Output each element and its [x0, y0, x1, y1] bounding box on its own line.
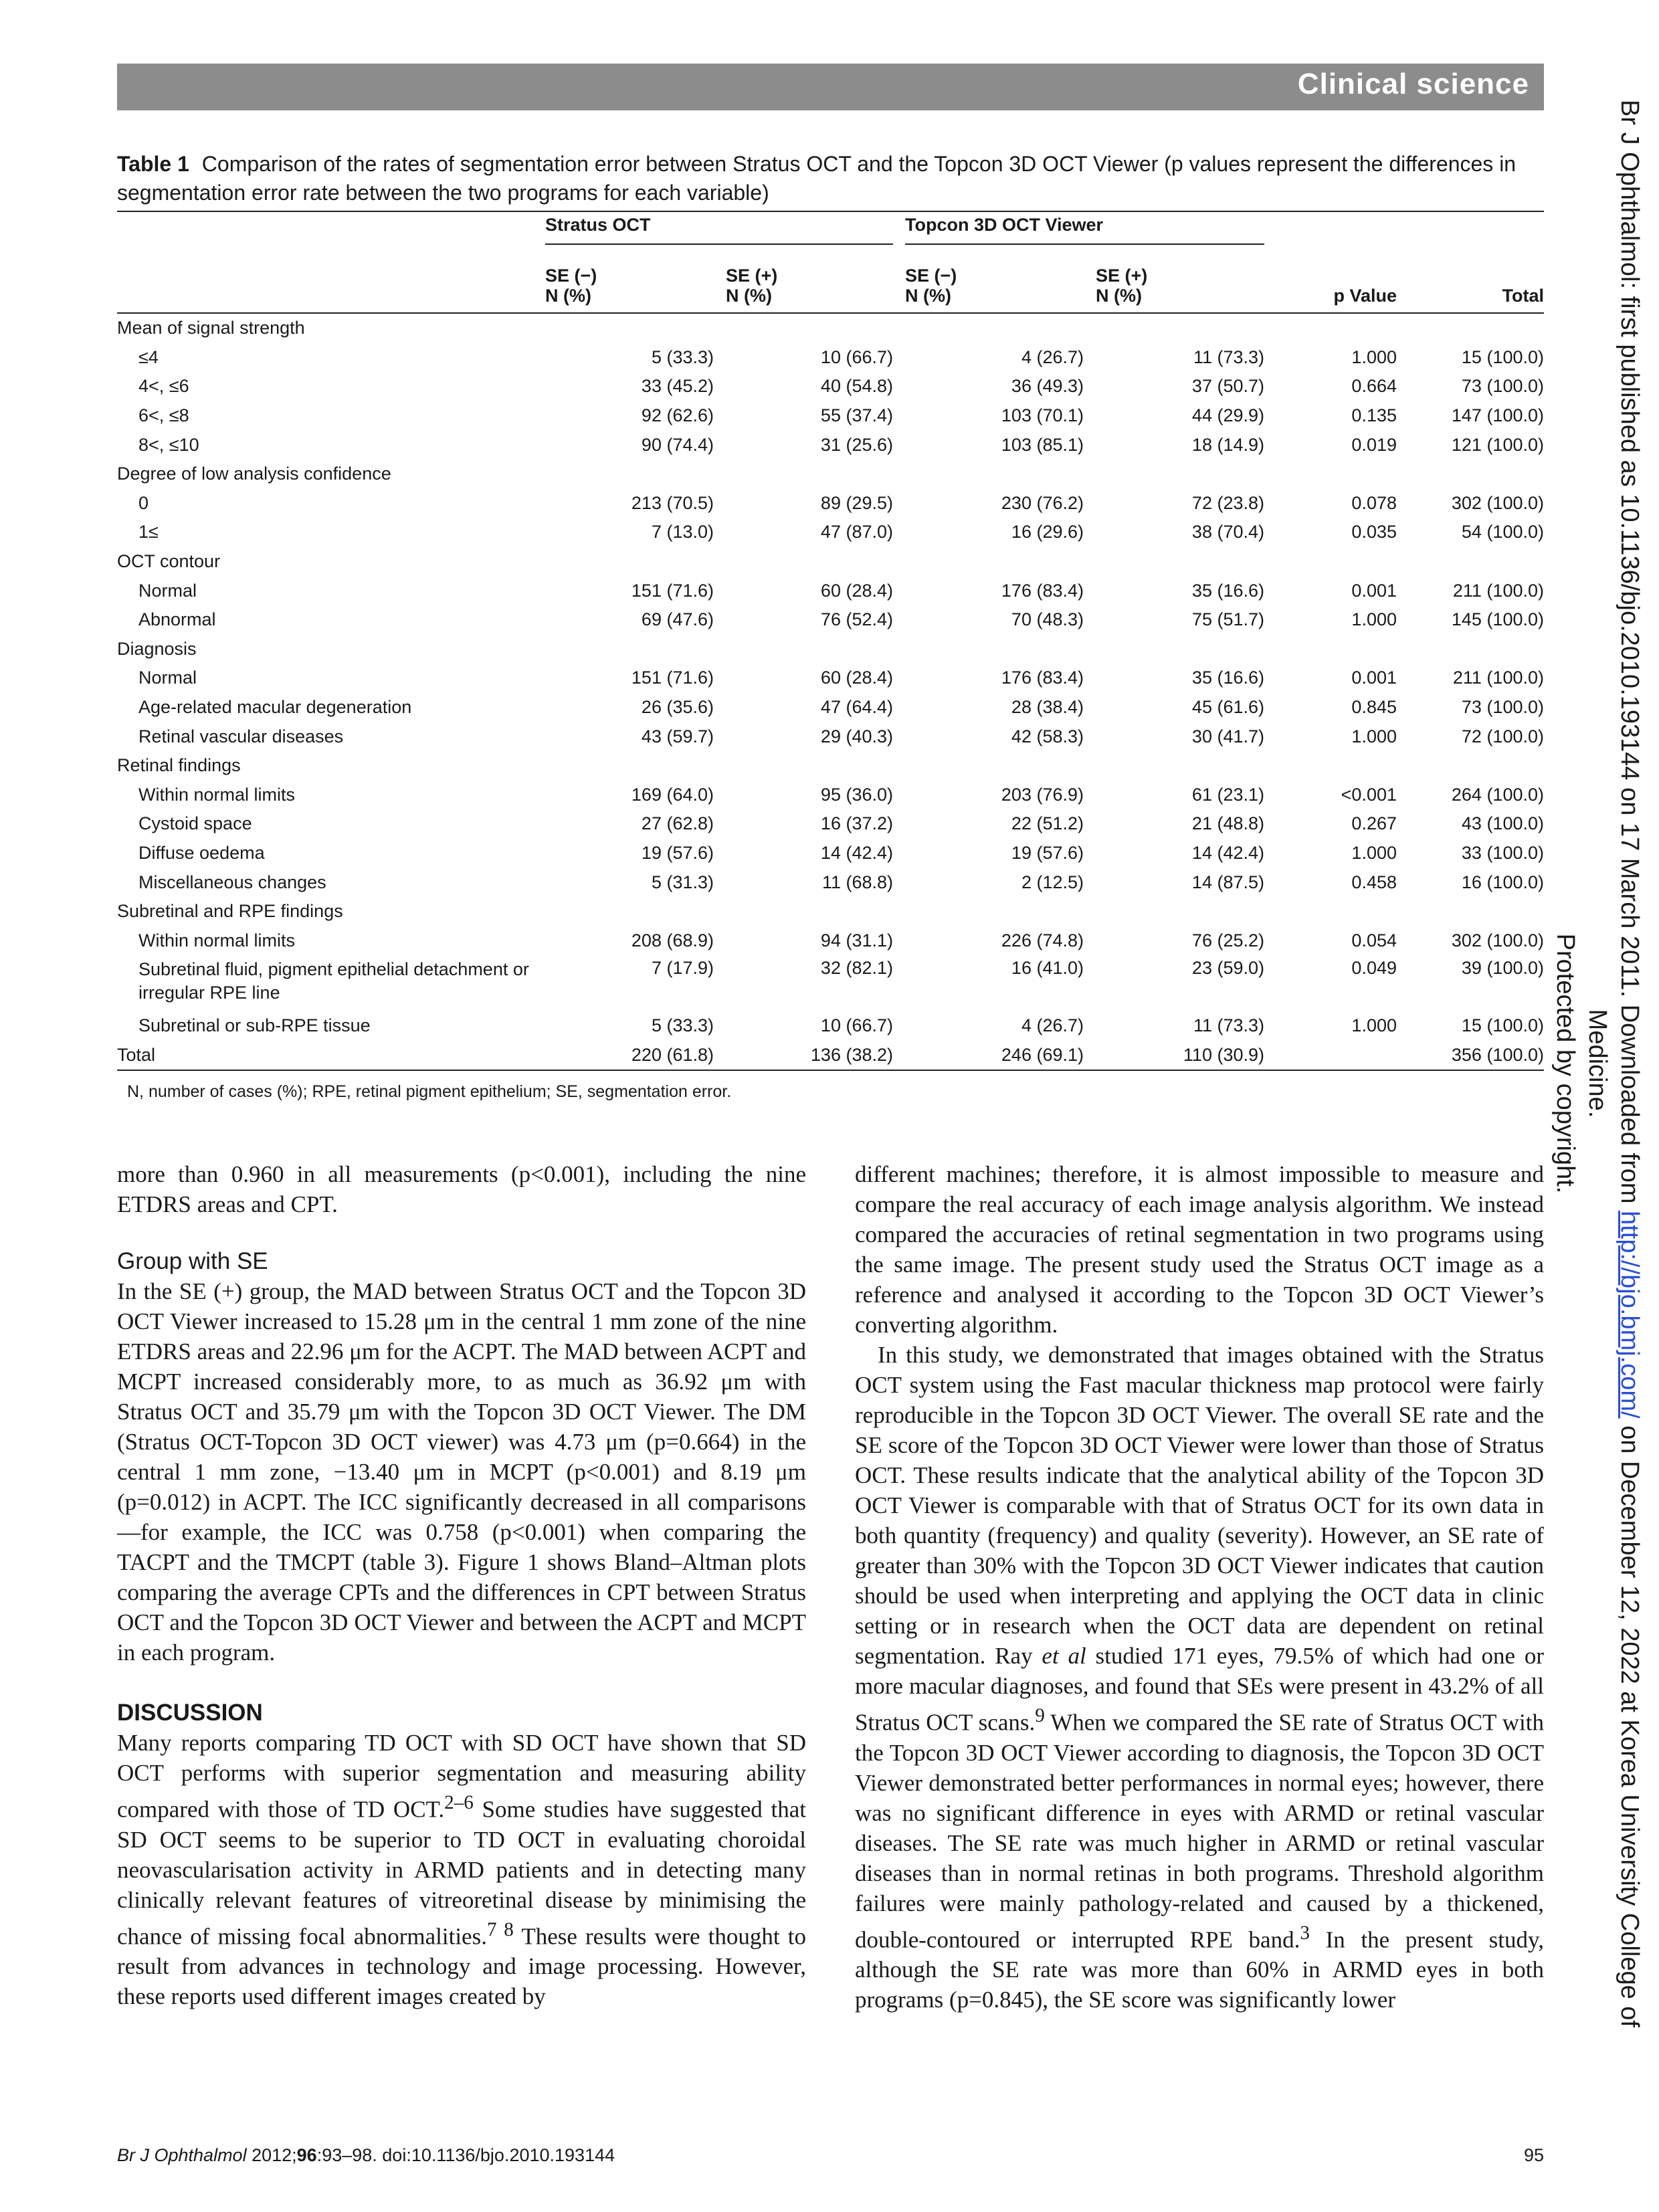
section-heading: DISCUSSION	[117, 1700, 263, 1726]
table-cell: 60 (28.4)	[820, 668, 893, 688]
table-cell: 169 (64.0)	[631, 784, 714, 805]
table-cell: 10 (66.7)	[820, 1015, 893, 1036]
page-number: 95	[1523, 2145, 1544, 2165]
table-body	[117, 313, 1544, 1070]
table-cell: 2 (12.5)	[1021, 872, 1084, 892]
table-cell: 39 (100.0)	[1461, 958, 1544, 979]
table-cell: 76 (52.4)	[820, 609, 893, 630]
table-group-row	[117, 635, 1544, 664]
results-table-wrapper	[117, 211, 1544, 1071]
header-empty	[1276, 211, 1410, 247]
table-cell: 75 (51.7)	[1191, 609, 1264, 630]
table-row	[117, 809, 1544, 839]
table-cell: 220 (61.8)	[545, 1041, 726, 1071]
table-cell	[1276, 1041, 1410, 1071]
table-cell: 176 (83.4)	[1001, 580, 1084, 601]
table-group-row	[117, 313, 1544, 343]
table-cell: 121 (100.0)	[1451, 434, 1544, 455]
table-cell: 54 (100.0)	[1461, 522, 1544, 542]
table-row	[117, 401, 1544, 431]
table-cell: 33 (45.2)	[641, 376, 714, 397]
row-label: Within normal limits	[138, 930, 296, 950]
table-cell: 44 (29.9)	[1191, 405, 1264, 426]
table-footnote: N, number of cases (%); RPE, retinal pigment epithelium; SE, segmentation error.	[127, 1082, 732, 1101]
table-cell: 5 (33.3)	[651, 346, 714, 367]
table-cell: 47 (64.4)	[820, 697, 893, 718]
row-label: Mean of signal strength	[117, 318, 305, 338]
table-row	[117, 781, 1544, 810]
row-label: Retinal vascular diseases	[138, 726, 344, 746]
table-cell: 246 (69.1)	[905, 1041, 1096, 1071]
header-empty	[117, 247, 545, 313]
col-header-topcon-se-minus: SE (−) N (%)	[905, 247, 1096, 313]
table-cell: 60 (28.4)	[820, 580, 893, 601]
table-row	[117, 722, 1544, 751]
table-cell: 32 (82.1)	[820, 958, 893, 979]
table-cell: 26 (35.6)	[641, 697, 714, 718]
row-label: ≤4	[138, 346, 159, 367]
table-cell: 1.000	[1351, 1015, 1397, 1036]
table-cell: 145 (100.0)	[1451, 609, 1544, 630]
row-label: Subretinal fluid, pigment epithelial detachment or irregular RPE line	[138, 959, 529, 1003]
table-cell: 73 (100.0)	[1461, 376, 1544, 397]
row-label: 8<, ≤10	[138, 434, 199, 455]
table-cell: 19 (57.6)	[641, 842, 714, 863]
table-cell: 92 (62.6)	[641, 405, 714, 426]
table-cell: 43 (100.0)	[1461, 813, 1544, 834]
table-cell: 35 (16.6)	[1191, 580, 1264, 601]
table-row	[117, 955, 1544, 1011]
row-label: Abnormal	[138, 609, 216, 630]
section-label: Clinical science	[1297, 68, 1529, 100]
row-label: 1≤	[138, 522, 159, 542]
row-label: 0	[138, 492, 149, 513]
table-row	[117, 576, 1544, 605]
table-cell: 38 (70.4)	[1191, 522, 1264, 542]
results-table	[117, 211, 1544, 1071]
table-cell: 4 (26.7)	[1021, 346, 1084, 367]
table-caption-text: Comparison of the rates of segmentation error between Stratus OCT and the Topcon 3D OCT Viewer (p values represent the differences in segmentation error rate between the two programs for each variable)	[117, 152, 1517, 205]
table-cell: 0.001	[1351, 668, 1397, 688]
col-header-stratus-se-plus: SE (+) N (%)	[726, 247, 905, 313]
table-cell: 0.845	[1351, 697, 1397, 718]
table-cell: 23 (59.0)	[1191, 958, 1264, 979]
table-row	[117, 605, 1544, 635]
row-label: 6<, ≤8	[138, 405, 189, 426]
left-text-column	[117, 1159, 806, 2011]
row-label: Cystoid space	[138, 813, 252, 834]
table-cell: 94 (31.1)	[820, 930, 893, 950]
subsection-heading: Group with SE	[117, 1248, 268, 1274]
table-cell: 19 (57.6)	[1011, 842, 1084, 863]
table-cell: 264 (100.0)	[1451, 784, 1544, 805]
reference: 9	[1035, 1705, 1045, 1726]
table-row	[117, 343, 1544, 373]
table-cell: 0.019	[1351, 434, 1397, 455]
table-cell: 95 (36.0)	[820, 784, 893, 805]
table-cell: 1.000	[1351, 726, 1397, 746]
journal-link[interactable]: http://bjo.bmj.com/	[1616, 1211, 1644, 1419]
table-cell: 147 (100.0)	[1451, 405, 1544, 426]
table-cell: 43 (59.7)	[641, 726, 714, 746]
table-cell: 226 (74.8)	[1001, 930, 1084, 950]
table-cell: 72 (23.8)	[1191, 492, 1264, 513]
table-cell: 0.054	[1351, 930, 1397, 950]
table-cell: 110 (30.9)	[1096, 1041, 1276, 1071]
table-cell: 18 (14.9)	[1191, 434, 1264, 455]
table-cell: 15 (100.0)	[1461, 1015, 1544, 1036]
table-cell: 14 (42.4)	[820, 842, 893, 863]
table-cell: 0.035	[1351, 522, 1397, 542]
table-cell: 1.000	[1351, 346, 1397, 367]
paragraph: Many reports comparing TD OCT with SD OCT have shown that SD OCT performs with superior segmentation and measuring ability compared with those of TD OCT.$^{2-6}$ Some studies have suggested that SD OCT seems to be superior to TD OCT in evaluating choroidal neovascularisation activity in ARMD patients and in detecting many clinically relevant features of vitreoretinal disease by minimising the chance of missing focal abnormalities.$^{7 8}$ These results were thought to result from advances in technology and image processing. However, these reports used different images created by	[117, 1730, 806, 2010]
side-copyright-note: Br J Ophthalmol: first published as 10.1136/bjo.2010.193144 on 17 March 2011. Downloaded from http://bjo.bmj.com/ on December 12, 2022 at Korea University College of Medicine. Protected by copyright.	[1551, 100, 1644, 2027]
table-cell: 0.267	[1351, 813, 1397, 834]
table-cell: 14 (87.5)	[1191, 872, 1264, 892]
table-cell: 35 (16.6)	[1191, 668, 1264, 688]
table-row	[117, 1011, 1544, 1041]
table-cell: 176 (83.4)	[1001, 668, 1084, 688]
row-label: Subretinal or sub-RPE tissue	[138, 1015, 371, 1036]
table-cell: 1.000	[1351, 842, 1397, 863]
right-text-column	[855, 1159, 1544, 2015]
row-label: Within normal limits	[138, 784, 296, 805]
table-cell: 211 (100.0)	[1452, 668, 1544, 688]
table-group-row	[117, 897, 1544, 926]
table-cell: <0.001	[1341, 784, 1397, 805]
header-empty	[117, 211, 545, 247]
reference: 2–6	[444, 1792, 474, 1813]
table-row	[117, 372, 1544, 401]
table-row	[117, 839, 1544, 868]
table-cell: 28 (38.4)	[1011, 697, 1084, 718]
table-cell: 10 (66.7)	[820, 346, 893, 367]
table-caption	[117, 150, 1544, 207]
table-cell: 11 (73.3)	[1193, 1015, 1264, 1036]
table-cell: 103 (70.1)	[1001, 405, 1084, 426]
table-cell: 16 (29.6)	[1011, 522, 1084, 542]
table-cell: 4 (26.7)	[1021, 1015, 1084, 1036]
table-cell: 230 (76.2)	[1001, 492, 1084, 513]
table-cell: 16 (100.0)	[1461, 872, 1544, 892]
table-cell: 5 (33.3)	[651, 1015, 714, 1036]
table-cell: 11 (73.3)	[1193, 346, 1264, 367]
reference: 7 8	[486, 1918, 514, 1940]
table-cell: 0.078	[1351, 492, 1397, 513]
table-group-row	[117, 547, 1544, 577]
table-cell: 15 (100.0)	[1461, 346, 1544, 367]
paragraph: different machines; therefore, it is almost impossible to measure and compare the real accuracy of each image analysis algorithm. We instead compared the accuracies of retinal segmentation in two programs using the same image. The present study used the Stratus OCT image as a reference and analysed it according to the Topcon 3D OCT Viewer’s converting algorithm.	[855, 1161, 1544, 1338]
row-label: OCT contour	[117, 551, 221, 572]
table-cell: 7 (17.9)	[651, 958, 714, 979]
row-label: Normal	[138, 668, 197, 688]
table-row	[117, 430, 1544, 460]
section-header-bar	[117, 64, 1544, 110]
table-cell: 90 (74.4)	[641, 434, 714, 455]
table-cell: 0.049	[1351, 958, 1397, 979]
table-cell: 11 (68.8)	[821, 872, 893, 892]
table-cell: 211 (100.0)	[1452, 580, 1544, 601]
paragraph: In the SE (+) group, the MAD between Stratus OCT and the Topcon 3D OCT Viewer increased to 15.28 μm in the central 1 mm zone of the nine ETDRS areas and 22.96 μm for the ACPT. The MAD between ACPT and MCPT increased considerably more, to as much as 36.92 μm with Stratus OCT and 35.79 μm with the Topcon 3D OCT Viewer. The DM (Stratus OCT-Topcon 3D OCT viewer) was 4.73 μm (p=0.664) in the central 1 mm zone, −13.40 μm in MCPT (p<0.001) and 8.19 μm (p=0.012) in ACPT. The ICC significantly decreased in all comparisons—for example, the ICC was 0.758 (p<0.001) when comparing the TACPT and the TMCPT (table 3). Figure 1 shows Bland–Altman plots comparing the average CPTs and the differences in CPT between Stratus OCT and the Topcon 3D OCT Viewer and between the ACPT and MCPT in each program.	[117, 1278, 806, 1666]
table-row	[117, 926, 1544, 955]
col-header-stratus-se-minus: SE (−) N (%)	[545, 247, 726, 313]
table-cell: 0.458	[1351, 872, 1397, 892]
table-cell: 76 (25.2)	[1191, 930, 1264, 950]
group-header-stratus: Stratus OCT	[545, 211, 905, 247]
table-cell: 302 (100.0)	[1451, 492, 1544, 513]
table-row	[117, 693, 1544, 722]
table-cell: 29 (40.3)	[820, 726, 893, 746]
table-cell: 5 (31.3)	[651, 872, 714, 892]
table-group-row	[117, 751, 1544, 781]
table-cell: 30 (41.7)	[1191, 726, 1264, 746]
table-number: Table 1	[117, 152, 189, 176]
table-cell: 302 (100.0)	[1451, 930, 1544, 950]
table-row	[117, 489, 1544, 518]
table-cell: 1.000	[1351, 609, 1397, 630]
table-cell: 0.001	[1351, 580, 1397, 601]
table-cell: 47 (87.0)	[820, 522, 893, 542]
table-cell: 89 (29.5)	[820, 492, 893, 513]
table-cell: 208 (68.9)	[631, 930, 714, 950]
col-header-topcon-se-plus: SE (+) N (%)	[1096, 247, 1276, 313]
header-empty	[1410, 211, 1544, 247]
table-cell: 33 (100.0)	[1461, 842, 1544, 863]
row-label: Retinal findings	[117, 755, 241, 776]
table-cell: 14 (42.4)	[1191, 842, 1264, 863]
paragraph: In this study, we demonstrated that images obtained with the Stratus OCT system using the Fast macular thickness map protocol were fairly reproducible in the Topcon 3D OCT Viewer. The overall SE rate and the SE score of the Topcon 3D OCT Viewer were lower than those of Stratus OCT. These results indicate that the analytical ability of the Topcon 3D OCT Viewer is comparable with that of Stratus OCT for its own data in both quantity (frequency) and quality (severity). However, an SE rate of greater than 30% with the Topcon 3D OCT Viewer indicates that caution should be used when interpreting and applying the OCT data in clinic setting or in research when the OCT data are dependent on retinal segmentation. Ray et al studied 171 eyes, 79.5% of which had one or more macular diagnoses, and found that SEs were present in 43.2% of all Stratus OCT scans.$^9$ When we compared the SE rate of Stratus OCT with the Topcon 3D OCT Viewer according to diagnosis, the Topcon 3D OCT Viewer demonstrated better performances in normal eyes; however, there was no significant difference in eyes with ARMD or retinal vascular diseases. The SE rate was much higher in ARMD or retinal vascular diseases than in normal retinas in both programs. Threshold algorithm failures were mainly pathology-related and caused by a thickened, double-contoured or interrupted RPE band.$^3$ In the present study, although the SE rate was more than 60% in ARMD eyes in both programs (p=0.845), the SE score was significantly lower	[855, 1342, 1544, 2013]
table-cell: 103 (85.1)	[1001, 434, 1084, 455]
table-cell: 356 (100.0)	[1410, 1041, 1544, 1071]
row-label: Miscellaneous changes	[138, 872, 326, 892]
table-cell: 69 (47.6)	[641, 609, 714, 630]
table-cell: 27 (62.8)	[641, 813, 714, 834]
row-label: Total	[117, 1041, 545, 1071]
paragraph: more than 0.960 in all measurements (p<0.001), including the nine ETDRS areas and CPT.	[117, 1161, 806, 1217]
table-cell: 45 (61.6)	[1191, 697, 1264, 718]
table-cell: 7 (13.0)	[651, 522, 714, 542]
row-label: Age-related macular degeneration	[138, 697, 412, 718]
table-row	[117, 868, 1544, 897]
table-cell: 61 (23.1)	[1191, 784, 1264, 805]
row-label: 4<, ≤6	[138, 376, 189, 397]
row-label: Diffuse oedema	[138, 842, 265, 863]
table-cell: 37 (50.7)	[1191, 376, 1264, 397]
table-row	[117, 518, 1544, 547]
table-cell: 42 (58.3)	[1011, 726, 1084, 746]
table-cell: 0.664	[1351, 376, 1397, 397]
table-cell: 16 (37.2)	[820, 813, 893, 834]
table-cell: 55 (37.4)	[820, 405, 893, 426]
table-cell: 40 (54.8)	[820, 376, 893, 397]
table-cell: 136 (38.2)	[726, 1041, 905, 1071]
table-cell: 72 (100.0)	[1461, 726, 1544, 746]
col-header-p-value: p Value	[1276, 247, 1410, 313]
table-cell: 70 (48.3)	[1011, 609, 1084, 630]
table-cell: 21 (48.8)	[1191, 813, 1264, 834]
table-cell: 203 (76.9)	[1001, 784, 1084, 805]
table-cell: 36 (49.3)	[1011, 376, 1084, 397]
group-header-topcon: Topcon 3D OCT Viewer	[905, 211, 1276, 247]
table-cell: 22 (51.2)	[1011, 813, 1084, 834]
row-label: Normal	[138, 580, 197, 601]
table-cell: 213 (70.5)	[631, 492, 714, 513]
table-group-row	[117, 460, 1544, 489]
row-label: Degree of low analysis confidence	[117, 464, 391, 484]
col-header-total: Total	[1410, 247, 1544, 313]
table-row	[117, 1041, 1544, 1071]
reference: 3	[1300, 1922, 1310, 1944]
table-cell: 73 (100.0)	[1461, 697, 1544, 718]
citation-footer: Br J Ophthalmol 2012;96:93–98. doi:10.1136/bjo.2010.193144	[117, 2145, 615, 2165]
row-label: Subretinal and RPE findings	[117, 901, 343, 922]
table-cell: 31 (25.6)	[820, 434, 893, 455]
table-cell: 16 (41.0)	[1011, 958, 1084, 979]
table-cell: 151 (71.6)	[631, 668, 714, 688]
table-row	[117, 664, 1544, 693]
table-cell: 0.135	[1351, 405, 1397, 426]
table-cell: 151 (71.6)	[631, 580, 714, 601]
row-label: Diagnosis	[117, 638, 197, 659]
